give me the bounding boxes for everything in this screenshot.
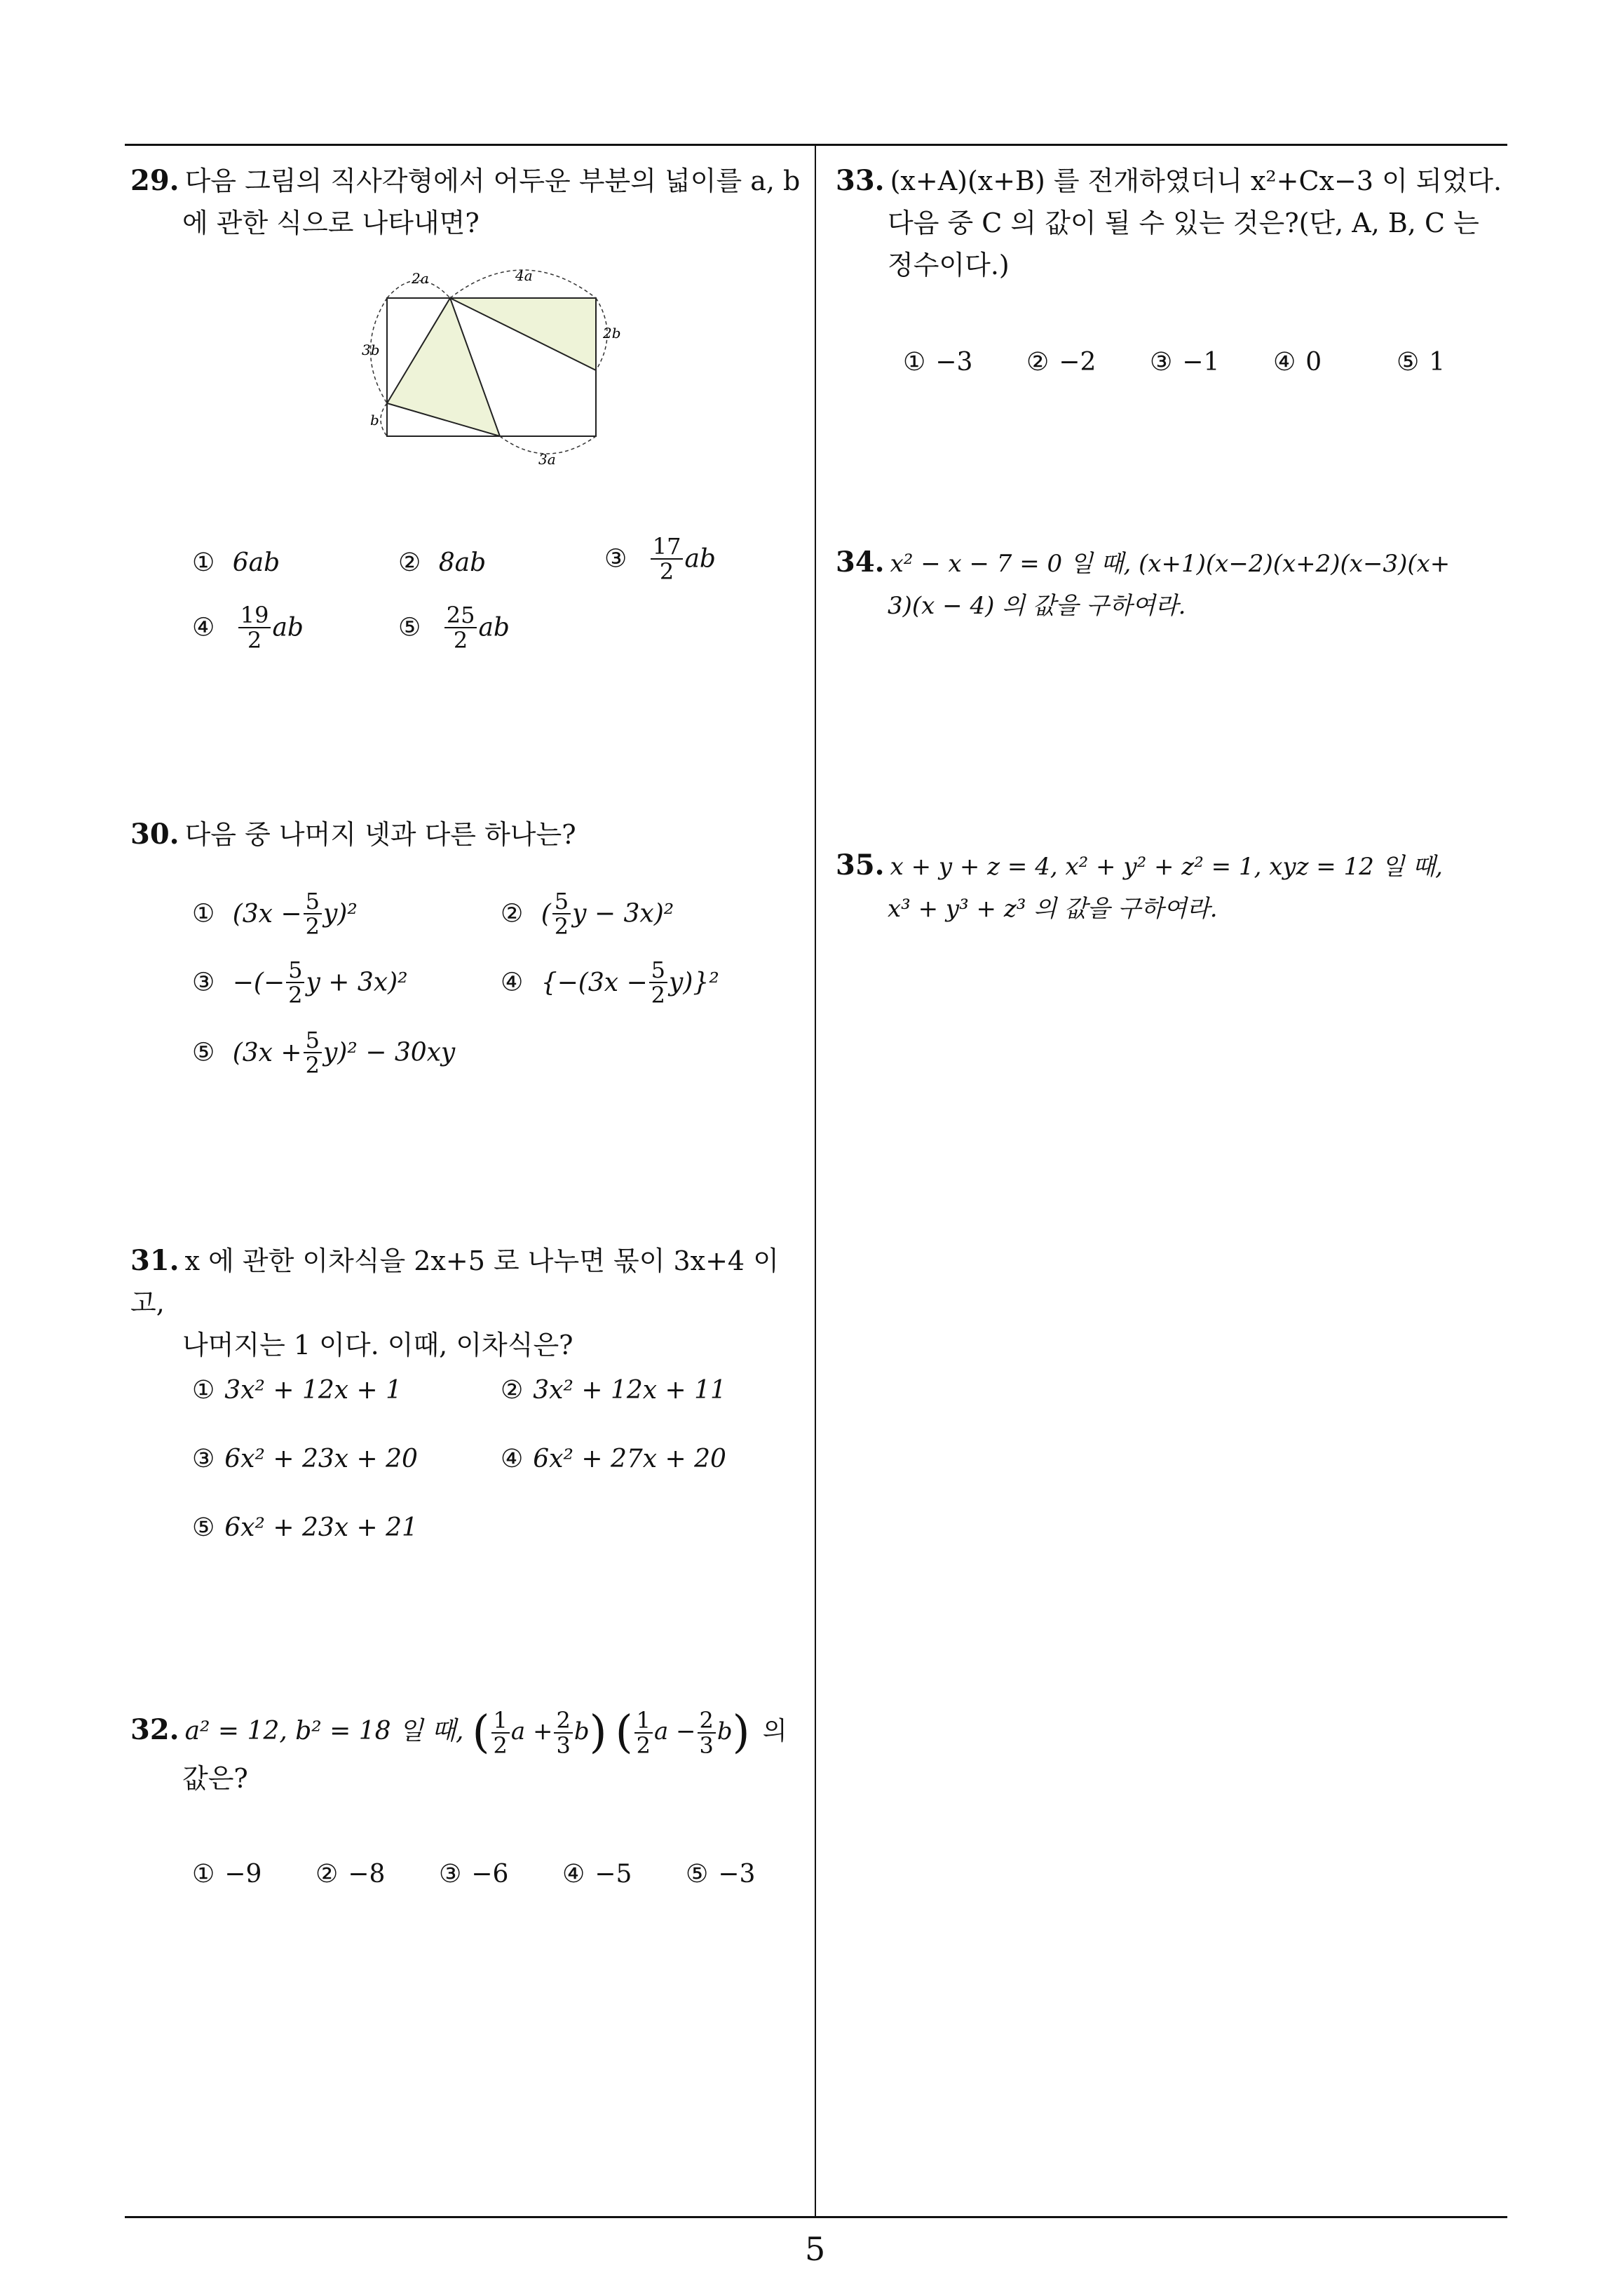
q33-choice-2[interactable]: ② −2	[1026, 348, 1096, 377]
q32-choice-3[interactable]: ③ −6	[439, 1860, 509, 1889]
question-35	[836, 844, 1509, 930]
q33-choice-1[interactable]: ① −3	[903, 348, 973, 377]
question-stem: x² − x − 7 = 0 일 때, (x+1)(x−2)(x+2)(x−3)(x+	[890, 550, 1451, 578]
q29-choice-3[interactable]: ③ $\frac{17}{2}$ ab	[604, 533, 716, 585]
question-31	[130, 1240, 810, 1366]
question-number: 32.	[130, 1713, 179, 1746]
bottom-rule	[125, 2216, 1507, 2218]
q31-choice-3[interactable]: ③ 6x² + 23x + 20	[192, 1445, 418, 1473]
question-stem-cont: 정수이다.)	[888, 250, 1010, 281]
label-2b: 2b	[603, 325, 621, 342]
question-number: 34.	[836, 546, 885, 579]
q32-choice-5[interactable]: ⑤ −3	[686, 1860, 756, 1889]
label-3b: 3b	[362, 342, 380, 358]
question-number: 30.	[130, 818, 179, 851]
label-b: b	[370, 412, 379, 428]
q33-choice-3[interactable]: ③ −1	[1150, 348, 1220, 377]
question-stem: 다음 중 나머지 넷과 다른 하나는?	[184, 819, 576, 850]
question-stem-cont: x³ + y³ + z³ 의 값을 구하여라.	[888, 895, 1218, 923]
q29-choice-5[interactable]: ⑤ $\frac{25}{2}$ ab	[398, 602, 510, 654]
q30-choice-1[interactable]: ① (3x − $\frac{5}{2}$ y)²	[192, 888, 358, 940]
q30-choice-5[interactable]: ⑤ (3x + $\frac{5}{2}$ y)² − 30xy	[192, 1027, 456, 1079]
q33-choice-5[interactable]: ⑤ 1	[1397, 348, 1446, 377]
q32-choice-1[interactable]: ① −9	[192, 1860, 262, 1889]
page-number: 5	[805, 2230, 826, 2268]
question-stem-cont: 값은?	[182, 1762, 248, 1794]
question-stem-cont: 다음 중 C 의 값이 될 수 있는 것은?(단, A, B, C 는	[888, 208, 1479, 238]
question-34	[836, 541, 1509, 627]
label-4a: 4a	[515, 267, 533, 284]
question-stem: 다음 그림의 직사각형에서 어두운 부분의 넓이를 a, b	[184, 166, 801, 196]
question-stem: a² = 12, b² = 18 일 때,	[184, 1717, 464, 1745]
rectangle-figure	[358, 266, 652, 470]
question-stem: x + y + z = 4, x² + y² + z² = 1, xyz = 12 일 때,	[890, 853, 1443, 881]
dim-arc-left-bottom	[381, 403, 387, 436]
question-30	[130, 813, 810, 856]
question-number: 31.	[130, 1244, 179, 1277]
q31-choice-4[interactable]: ④ 6x² + 27x + 20	[501, 1445, 726, 1473]
q29-choice-1[interactable]: ① 6ab	[192, 548, 280, 577]
q32-choice-2[interactable]: ② −8	[315, 1860, 386, 1889]
question-33	[836, 160, 1509, 286]
q32-choice-4[interactable]: ④ −5	[562, 1860, 632, 1889]
q31-choice-1[interactable]: ① 3x² + 12x + 1	[192, 1376, 402, 1405]
q30-choice-4[interactable]: ④ {−(3x − $\frac{5}{2}$ y)}²	[501, 957, 719, 1008]
question-stem-cont: 나머지는 1 이다. 이때, 이차식은?	[182, 1330, 573, 1360]
question-number: 29.	[130, 164, 179, 197]
question-number: 33.	[836, 164, 885, 197]
label-3a: 3a	[538, 451, 556, 468]
top-rule	[125, 144, 1507, 146]
question-stem-cont: 3)(x − 4) 의 값을 구하여라.	[888, 592, 1186, 620]
q33-choice-4[interactable]: ④ 0	[1273, 348, 1322, 377]
q30-choice-2[interactable]: ② ( $\frac{5}{2}$ y − 3x)²	[501, 888, 674, 940]
question-stem: (x+A)(x+B) 를 전개하였더니 x²+Cx−3 이 되었다.	[890, 166, 1502, 196]
question-stem-cont: 에 관한 식으로 나타내면?	[182, 208, 480, 238]
label-2a: 2a	[412, 270, 429, 287]
question-29	[130, 160, 810, 244]
q29-choice-2[interactable]: ② 8ab	[398, 548, 487, 577]
shaded-triangle-left	[387, 298, 500, 436]
question-32: 32. a² = 12, b² = 18 일 때, ( $\frac{1}{2}$ a + $\frac{2}{3}$ b) ( $\frac{1}{2}$ a − $\frac{2}{3}$ b) 의 값은?	[130, 1706, 815, 1799]
q31-choice-5[interactable]: ⑤ 6x² + 23x + 21	[192, 1513, 418, 1542]
column-divider	[815, 144, 816, 2218]
q31-choice-2[interactable]: ② 3x² + 12x + 11	[501, 1376, 726, 1405]
q29-choice-4[interactable]: ④ $\frac{19}{2}$ ab	[192, 602, 304, 654]
q30-choice-3[interactable]: ③ −(− $\frac{5}{2}$ y + 3x)²	[192, 957, 408, 1008]
question-stem: x 에 관한 이차식을 2x+5 로 나누면 몫이 3x+4 이고,	[130, 1245, 779, 1318]
question-number: 35.	[836, 849, 885, 882]
